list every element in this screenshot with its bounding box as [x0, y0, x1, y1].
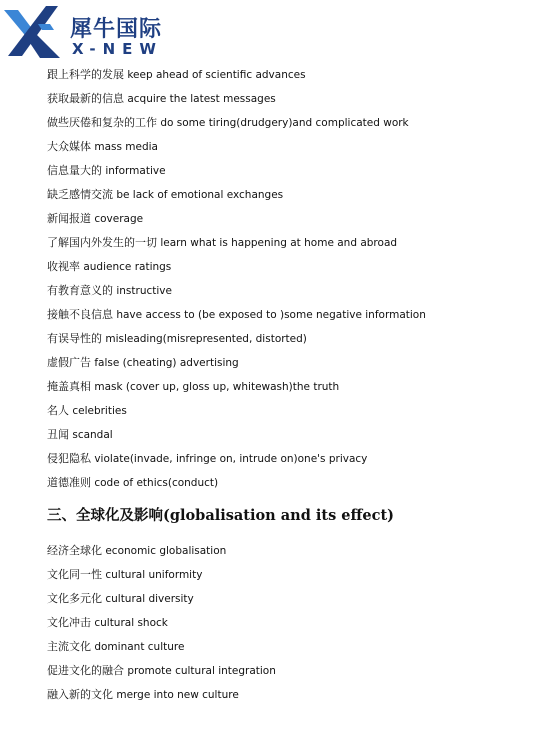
list-item — [47, 210, 426, 234]
term-chinese: 跟上科学的发展 — [47, 68, 124, 81]
vocabulary-list-globalisation — [47, 542, 276, 710]
term-english: celebrities — [72, 405, 127, 417]
term-english: code of ethics(conduct) — [94, 477, 219, 489]
x-new-logo-icon — [2, 4, 64, 60]
term-chinese: 接触不良信息 — [47, 308, 113, 321]
list-item — [47, 662, 276, 686]
term-english: have access to (be exposed to )some negative information — [116, 309, 426, 321]
term-english: acquire the latest messages — [127, 93, 276, 105]
term-english: learn what is happening at home and abroad — [160, 237, 398, 249]
term-chinese: 主流文化 — [47, 640, 91, 653]
term-chinese: 虚假广告 — [47, 356, 91, 369]
term-chinese: 融入新的文化 — [47, 688, 113, 701]
term-chinese: 名人 — [47, 404, 69, 417]
logo-chinese-name: 犀牛国际 — [70, 17, 163, 42]
term-english: audience ratings — [83, 261, 172, 273]
list-item — [47, 542, 276, 566]
list-item — [47, 90, 426, 114]
logo-english-name: X-NEW — [72, 40, 163, 58]
term-chinese: 了解国内外发生的一切 — [47, 236, 157, 249]
term-chinese: 经济全球化 — [47, 544, 102, 557]
term-chinese: 促进文化的融合 — [47, 664, 124, 677]
term-chinese: 文化同一性 — [47, 568, 102, 581]
term-english: misleading(misrepresented, distorted) — [105, 333, 307, 345]
term-chinese: 有教育意义的 — [47, 284, 113, 297]
term-chinese: 收视率 — [47, 260, 80, 273]
term-chinese: 缺乏感情交流 — [47, 188, 113, 201]
term-english: mask (cover up, gloss up, whitewash)the truth — [94, 381, 340, 393]
list-item — [47, 402, 426, 426]
term-chinese: 获取最新的信息 — [47, 92, 124, 105]
list-item — [47, 258, 426, 282]
term-chinese: 道德准则 — [47, 476, 91, 489]
term-chinese: 信息量大的 — [47, 164, 102, 177]
list-item — [47, 566, 276, 590]
term-chinese: 丑闻 — [47, 428, 69, 441]
list-item — [47, 378, 426, 402]
list-item — [47, 638, 276, 662]
term-chinese: 新闻报道 — [47, 212, 91, 225]
term-english: cultural shock — [94, 617, 168, 629]
list-item — [47, 426, 426, 450]
term-english: mass media — [94, 141, 158, 153]
list-item — [47, 186, 426, 210]
term-english: informative — [105, 165, 166, 177]
term-english: do some tiring(drudgery)and complicated work — [160, 117, 409, 129]
term-english: keep ahead of scientific advances — [127, 69, 306, 81]
list-item — [47, 234, 426, 258]
term-chinese: 侵犯隐私 — [47, 452, 91, 465]
list-item — [47, 138, 426, 162]
term-english: cultural uniformity — [105, 569, 203, 581]
list-item — [47, 330, 426, 354]
term-english: violate(invade, infringe on, intrude on)one's privacy — [94, 453, 368, 465]
list-item — [47, 306, 426, 330]
term-chinese: 文化冲击 — [47, 616, 91, 629]
brand-logo — [0, 0, 170, 62]
term-chinese: 掩盖真相 — [47, 380, 91, 393]
list-item — [47, 114, 426, 138]
list-item — [47, 282, 426, 306]
term-english: coverage — [94, 213, 144, 225]
list-item — [47, 614, 276, 638]
list-item — [47, 474, 426, 498]
list-item — [47, 162, 426, 186]
term-chinese: 有误导性的 — [47, 332, 102, 345]
list-item — [47, 450, 426, 474]
term-english: merge into new culture — [116, 689, 239, 701]
term-english: be lack of emotional exchanges — [116, 189, 284, 201]
term-chinese: 文化多元化 — [47, 592, 102, 605]
list-item — [47, 354, 426, 378]
term-chinese: 大众媒体 — [47, 140, 91, 153]
term-english: promote cultural integration — [127, 665, 276, 677]
term-chinese: 做些厌倦和复杂的工作 — [47, 116, 157, 129]
term-english: cultural diversity — [105, 593, 194, 605]
section-heading-globalisation: 三、全球化及影响(globalisation and its effect) — [47, 507, 395, 524]
term-english: dominant culture — [94, 641, 185, 653]
term-english: scandal — [72, 429, 113, 441]
vocabulary-list-media — [47, 66, 426, 498]
list-item — [47, 590, 276, 614]
list-item — [47, 66, 426, 90]
term-english: instructive — [116, 285, 172, 297]
term-english: false (cheating) advertising — [94, 357, 239, 369]
list-item — [47, 686, 276, 710]
term-english: economic globalisation — [105, 545, 227, 557]
